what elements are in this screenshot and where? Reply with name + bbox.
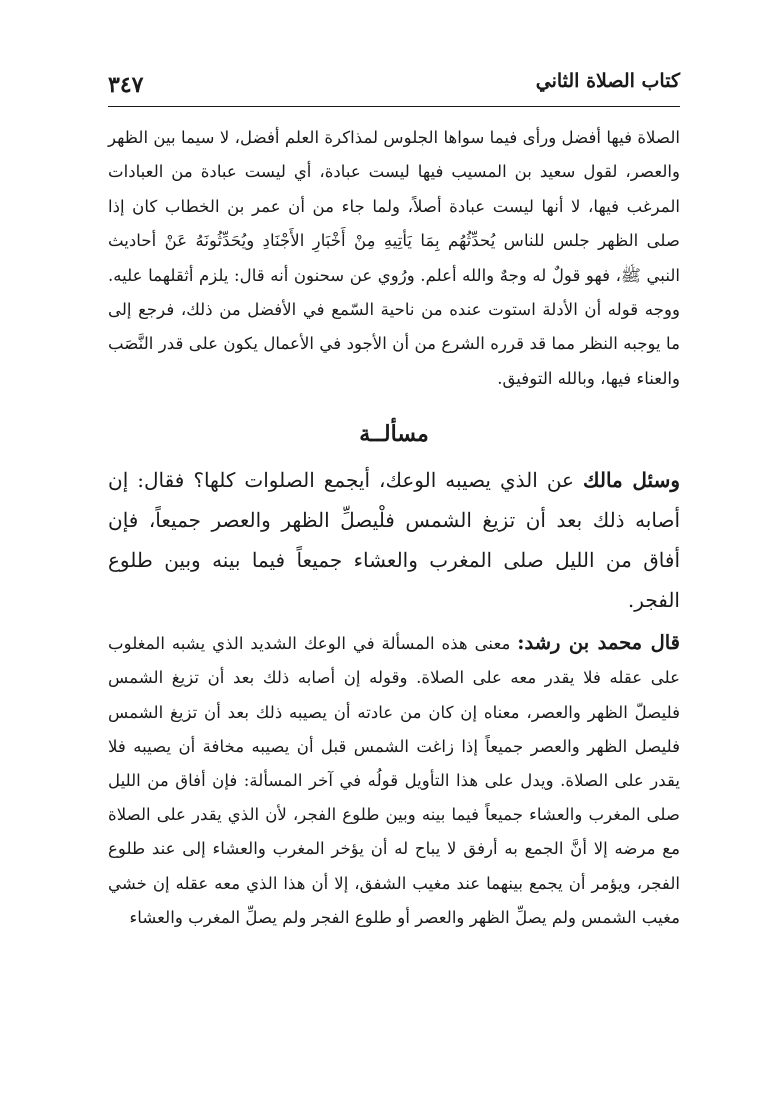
question-paragraph bbox=[108, 460, 680, 620]
page-header bbox=[108, 66, 680, 107]
section-heading: مسألــة bbox=[359, 421, 429, 448]
question-text: عن الذي يصيبه الوعك، أيجمع الصلوات كلها؟ فقال: إن أصابه ذلك بعد أن تزيغ الشمس فلْيصلِّ الظهر والعصر جميعاً، فإن أفاق من الليل صلى المغرب والعشاء جميعاً فيما بينه وبين طلوع الفجر. bbox=[108, 468, 680, 613]
body-paragraph-1: الصلاة فيها أفضل ورأى فيما سواها الجلوس لمذاكرة العلم أفضل، لا سيما بين الظهر والعصر، لقول سعيد بن المسيب فيها ليست عبادة، أي ليست عبادة من العبادات المرغب فيها، لا أنها ليست عبادة أصلاً، ولما جاء من أن عمر بن الخطاب كان إذا صلى الظهر جلس للناس يُحدِّثُهُم بِمَا يَأتِيهِ مِنْ أَخْبَارِ الأَجْنَادِ ويُحَدِّثُونَهُ عَنْ أحاديث النبي ﷺ، فهو قولٌ له وجهٌ والله أعلم. ورُوي عن سحنون أنه قال: يلزم أثقلهما عليه. ووجه قوله أن الأدلة استوت عنده من ناحية السّمع في الأفضل من ذلك، فرجع إلى ما يوجبه النظر مما قد قرره الشرع من أن الأجود في الأعمال يكون على قدر النَّصَب والعناء فيها، وبالله التوفيق. bbox=[108, 128, 680, 388]
running-title: كتاب الصلاة الثاني bbox=[535, 70, 680, 92]
commentary-paragraph bbox=[108, 626, 680, 935]
page-number: ٣٤٧ bbox=[108, 72, 144, 98]
question-lead: وسئل مالك bbox=[583, 468, 680, 493]
commentary-author: قال محمد بن رشد: bbox=[517, 631, 680, 655]
book-page bbox=[108, 66, 680, 1076]
commentary-text: معنى هذه المسألة في الوعك الشديد الذي يشبه المغلوب على عقله فلا يقدر معه على الصلاة. وقوله إن أصابه ذلك بعد أن تزيغ الشمس فليصلّ الظهر والعصر، معناه إن كان من عادته أن يصيبه ذلك بعد أن تزيغ الشمس فليصل الظهر والعصر جميعاً إذا زاغت الشمس قبل أن يصيبه مخافة أن يصيبه فلا يقدر على الصلاة. ويدل على هذا التأويل قولُه في آخر المسألة: فإن أفاق من الليل صلى المغرب والعشاء جميعاً فيما بينه وبين طلوع الفجر، لأن الذي يقدر على الصلاة مع مرضه إلا أنَّ الجمع به أرفق لا يباح له أن يؤخر المغرب والعشاء إلى عند طلوع الفجر، ويؤمر أن يجمع بينهما عند مغيب الشفق، إلا أن هذا الذي معه عقله إن خشي مغيب الشمس ولم يصلِّ الظهر والعصر أو طلوع الفجر ولم يصلِّ المغرب والعشاء bbox=[108, 634, 680, 927]
